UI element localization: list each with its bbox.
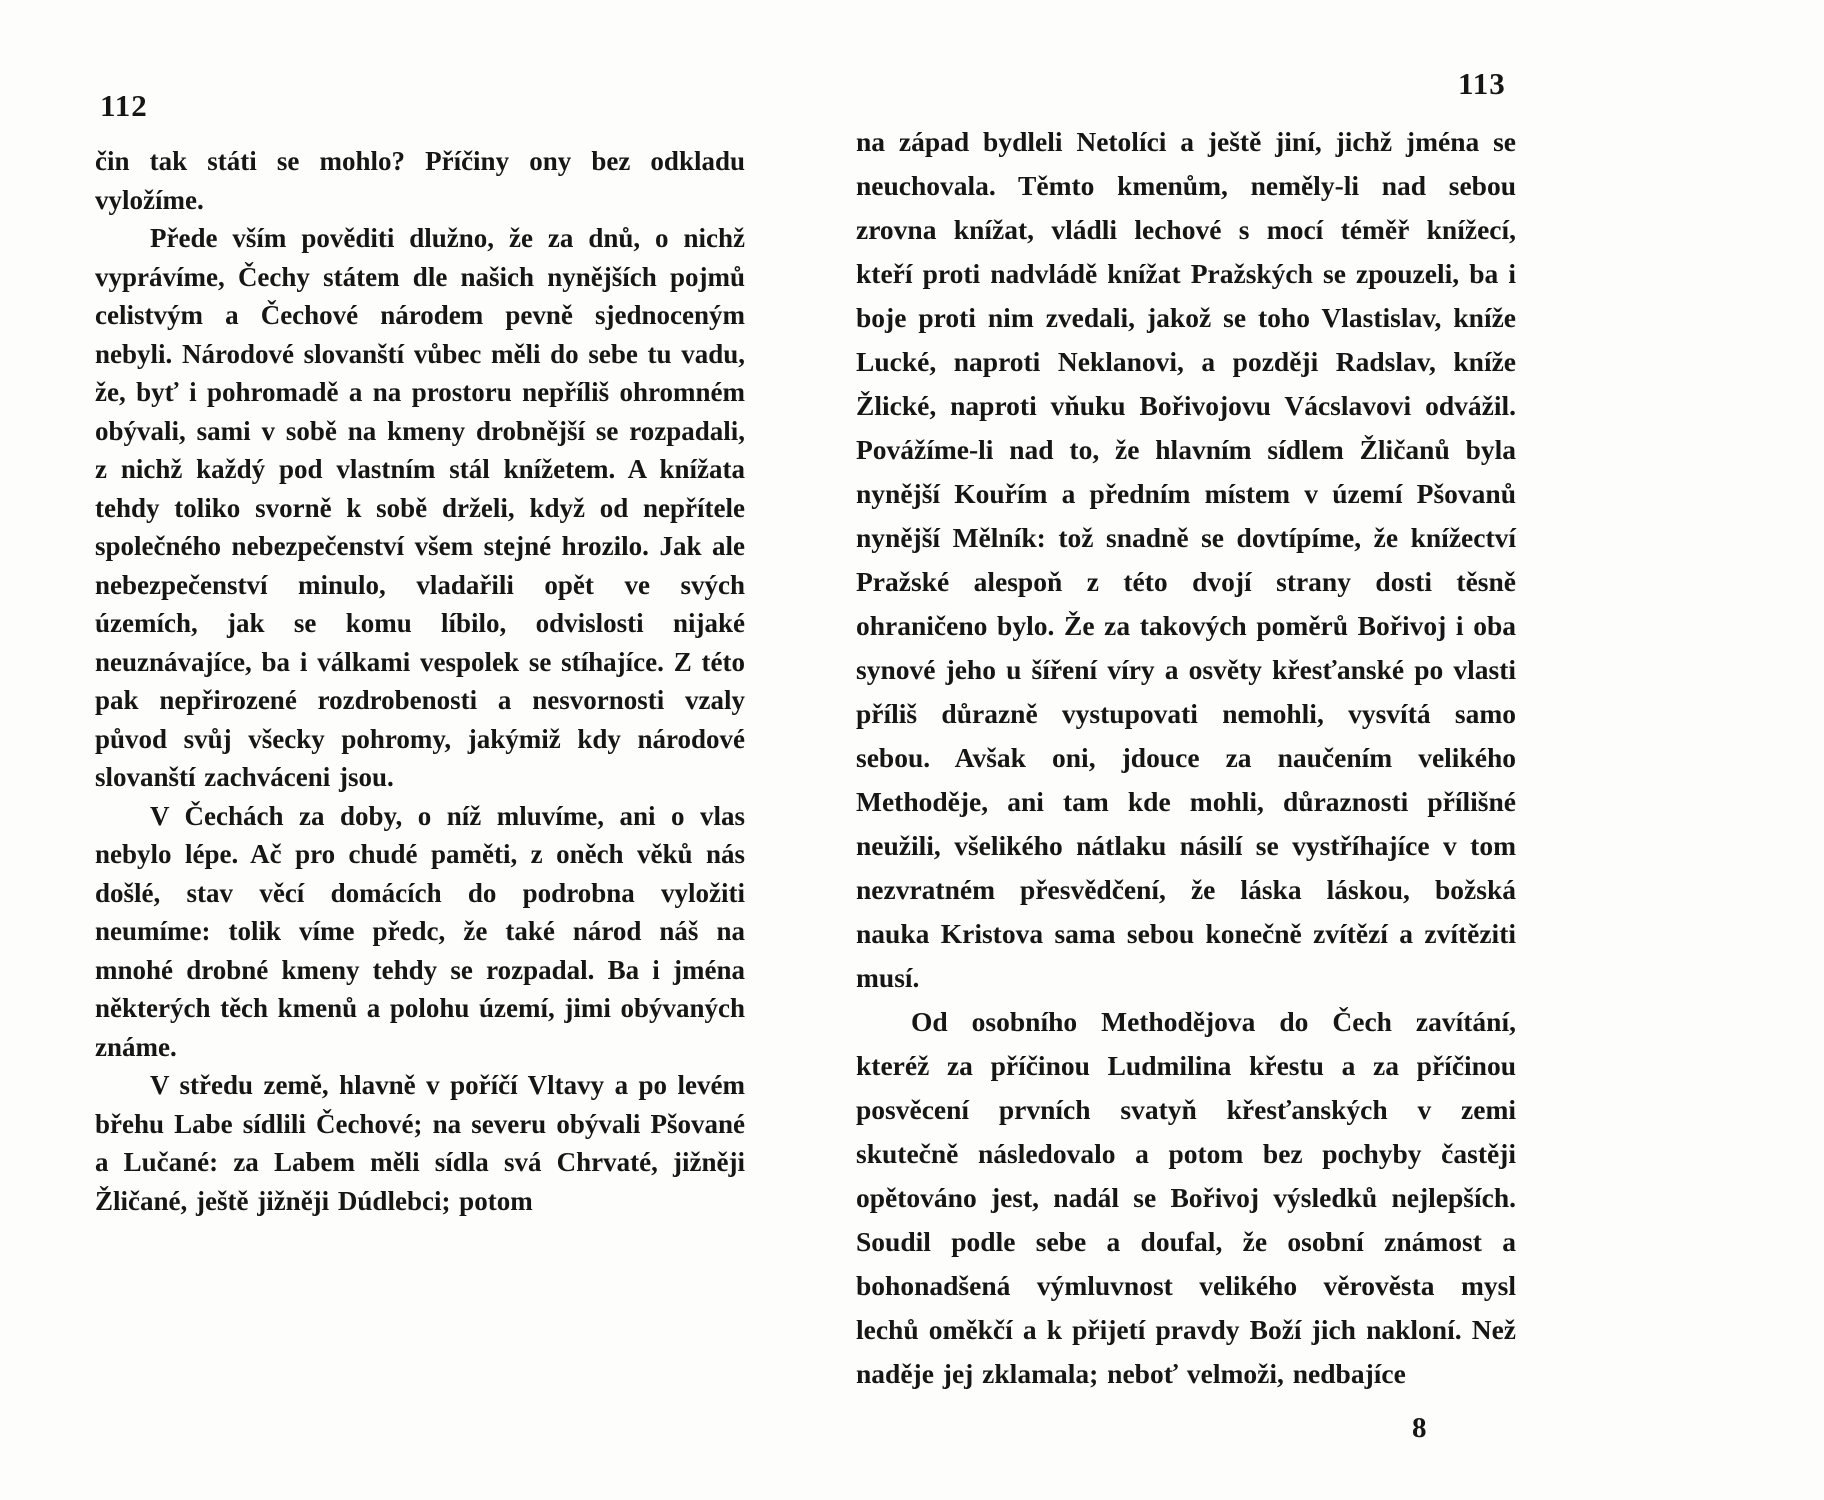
paragraph: Přede vším pověditi dlužno, že za dnů, o nichž vyprávíme, Čechy státem dle našich nynějších pojmů celistvým a Čechové národem pevně sjednoceným nebyli. Národové slovanští vůbec měli do sebe tu vadu, že, byť i pohromadě a na prostoru nepříliš ohromném obývali, sami v sobě na kmeny drobnější se rozpadali, z nichž každý pod vlastním stál knížetem. A knížata tehdy toliko svorně k sobě drželi, když od nepřítele společného nebezpečenství všem stejné hrozilo. Jak ale nebezpečenství minulo, vladařili opět ve svých územích, jak se komu líbilo, odvislosti nijaké neuznávajíce, ba i válkami vespolek se stíhajíce. Z této pak nepřirozené rozdrobenosti a nesvornosti vzaly původ svůj všecky pohromy, jakýmiž kdy národové slovanští zachváceni jsou.: [95, 223, 745, 792]
page-number-left: 112: [100, 88, 148, 123]
page-left-text-column: [95, 142, 745, 1220]
page-number-right: 113: [1458, 66, 1506, 101]
paragraph-continuation: na západ bydleli Netolíci a ještě jiní, jichž jména se neuchovala. Těmto kmenům, neměly-li nad sebou zrovna knížat, vládli lechové s mocí téměř knížecí, kteří proti nadvládě knížat Pražských se zpouzeli, ba i boje proti nim zvedali, jakož se toho Vlastislav, kníže Lucké, naproti Neklanovi, a později Radslav, kníže Žlické, naproti vňuku Bořivojovu Vácslavovi odvážil. Povážíme-li nad to, že hlavním sídlem Žličanů byla nynější Kouřím a předním místem v území Pšovanů nynější Mělník: tož snadně se dovtípíme, že knížectví Pražské alespoň z této dvojí strany dosti těsně ohraničeno bylo. Že za takových poměrů Bořivoj i oba synové jeho u šíření víry a osvěty křesťanské po vlasti příliš důrazně vystupovati nemohli, vysvítá samo sebou. Avšak oni, jdouce za naučením velikého Methoděje, ani tam kde mohli, důraznosti přílišné neužili, všelikého nátlaku násilí se vystříhajíce v tom nezvratném přesvědčení, že láska láskou, božská nauka Kristova sama sebou konečně zvítězí a zvítěziti musí.: [856, 126, 1516, 993]
paragraph: Od osobního Methodějova do Čech zavítání, kteréž za příčinou Ludmilina křestu a za příčinou posvěcení prvních svatyň křesťanských v zemi skutečně následovalo a potom bez pochyby častěji opětováno jest, nadál se Bořivoj výsledků nejlepších. Soudil podle sebe a doufal, že osobní známost a bohonadšená výmluvnost velikého věrověsta mysl lechů oměkčí a k přijetí pravdy Boží jich nakloní. Než naděje jej zklamala; neboť velmoži, nedbajíce: [856, 1006, 1516, 1389]
printer-signature-mark: 8: [1412, 1412, 1427, 1444]
page-right-text-column: [856, 120, 1516, 1396]
paragraph: V Čechách za doby, o níž mluvíme, ani o vlas nebylo lépe. Ač pro chudé paměti, z oněch věků nás došlé, stav věcí domácích do podrobna vyložiti neumíme: tolik víme předc, že také národ náš na mnohé drobné kmeny tehdy se rozpadal. Ba i jména některých těch kmenů a polohu území, jimi obývaných známe.: [95, 800, 745, 1062]
paragraph: V středu země, hlavně v poříčí Vltavy a po levém břehu Labe sídlili Čechové; na severu obývali Pšované a Lučané: za Labem měli sídla svá Chrvaté, jižněji Žličané, ještě jižněji Dúdlebci; potom: [95, 1070, 745, 1216]
paragraph-continuation: čin tak státi se mohlo? Příčiny ony bez odkladu vyložíme.: [95, 146, 745, 215]
